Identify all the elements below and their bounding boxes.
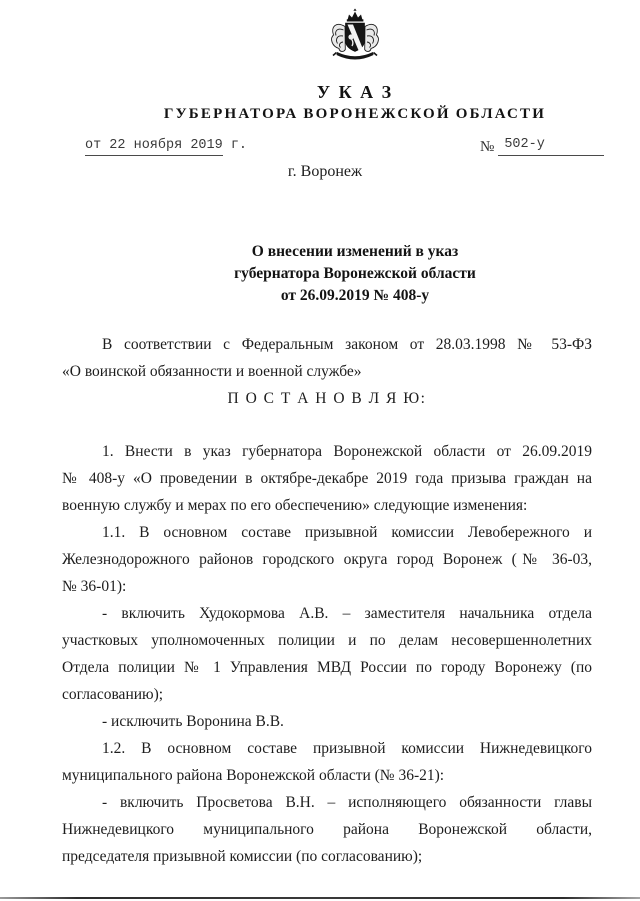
- body-line: Нижнедевицкого муниципального района Воронежской области,: [62, 821, 592, 838]
- number-sign: №: [480, 139, 495, 155]
- document-title: [0, 241, 640, 307]
- resolution-word: П О С Т А Н О В Л Я Ю:: [227, 390, 427, 407]
- body-line: № 36-01):: [62, 578, 127, 595]
- coat-of-arms-graphic: [326, 8, 384, 66]
- body-line: Железнодорожного районов городского округа город Воронеж (№ 36-03,: [62, 551, 592, 568]
- body-line: 1.2. В основном составе призывной комиссии Нижнедевицкого: [102, 740, 592, 757]
- paragraph-intro: [62, 331, 592, 385]
- body-line: 1. Внести в указ губернатора Воронежской области от 26.09.2019: [102, 443, 592, 460]
- body-line: согласованию);: [62, 686, 164, 703]
- date-number-row: [0, 137, 640, 159]
- body-line: № 408-у «О проведении в октябре-декабре 2019 года призыва граждан на: [62, 470, 592, 487]
- document-number: [480, 137, 604, 156]
- city-line: г. Воронеж: [287, 163, 363, 180]
- title-line: губернатора Воронежской области: [234, 265, 476, 282]
- body-line: муниципального района Воронежской области (№ 36-21):: [62, 767, 445, 784]
- body-line: - включить Худокормова А.В. – заместителя начальника отдела: [102, 605, 592, 622]
- doc-type-heading: У К А З: [316, 82, 394, 102]
- document-date: [85, 138, 247, 153]
- body-line: - включить Просветова В.Н. – исполняющего обязанности главы: [102, 794, 592, 811]
- paragraph-1-amend-decree: [62, 438, 592, 519]
- voronezh-oblast-coat-of-arms-icon: [326, 8, 384, 66]
- title-line: О внесении изменений в указ: [251, 243, 459, 260]
- body-line: 1.1. В основном составе призывной комиссии Левобережного и: [102, 524, 592, 541]
- item-exclude-voronin: [62, 708, 592, 735]
- document-header: [0, 0, 640, 123]
- item-include-khudokormov: [62, 600, 592, 708]
- date-suffix: г.: [222, 138, 248, 153]
- body-line: «О воинской обязанности и военной службе»: [62, 363, 362, 380]
- number-filled-blank: 502-у: [498, 137, 604, 156]
- paragraph-1-1-commission-levoberezhny: [62, 519, 592, 600]
- document-body: [0, 331, 640, 870]
- body-line: Отдела полиции № 1 Управления МВД России по городу Воронежу (по: [62, 659, 592, 676]
- paragraph-1-2-commission-nizhnedevitsk: [62, 735, 592, 789]
- body-line: военную службу и мерах по его обеспечению» следующие изменения:: [62, 497, 528, 514]
- date-filled-blank: от 22 ноября 2019: [85, 138, 223, 156]
- issuing-authority-heading: ГУБЕРНАТОРА ВОРОНЕЖСКОЙ ОБЛАСТИ: [163, 106, 547, 122]
- body-line: В соответствии с Федеральным законом от 28.03.1998 № 53-ФЗ: [102, 336, 592, 353]
- item-include-prosvetov: [62, 789, 592, 870]
- body-line: участковых уполномоченных полиции и по делам несовершеннолетних: [62, 632, 592, 649]
- body-line: председателя призывной комиссии (по согласованию);: [62, 848, 423, 865]
- title-line: от 26.09.2019 № 408-у: [280, 287, 430, 304]
- body-line: - исключить Воронина В.В.: [102, 713, 284, 730]
- page-bottom-edge: [0, 897, 640, 899]
